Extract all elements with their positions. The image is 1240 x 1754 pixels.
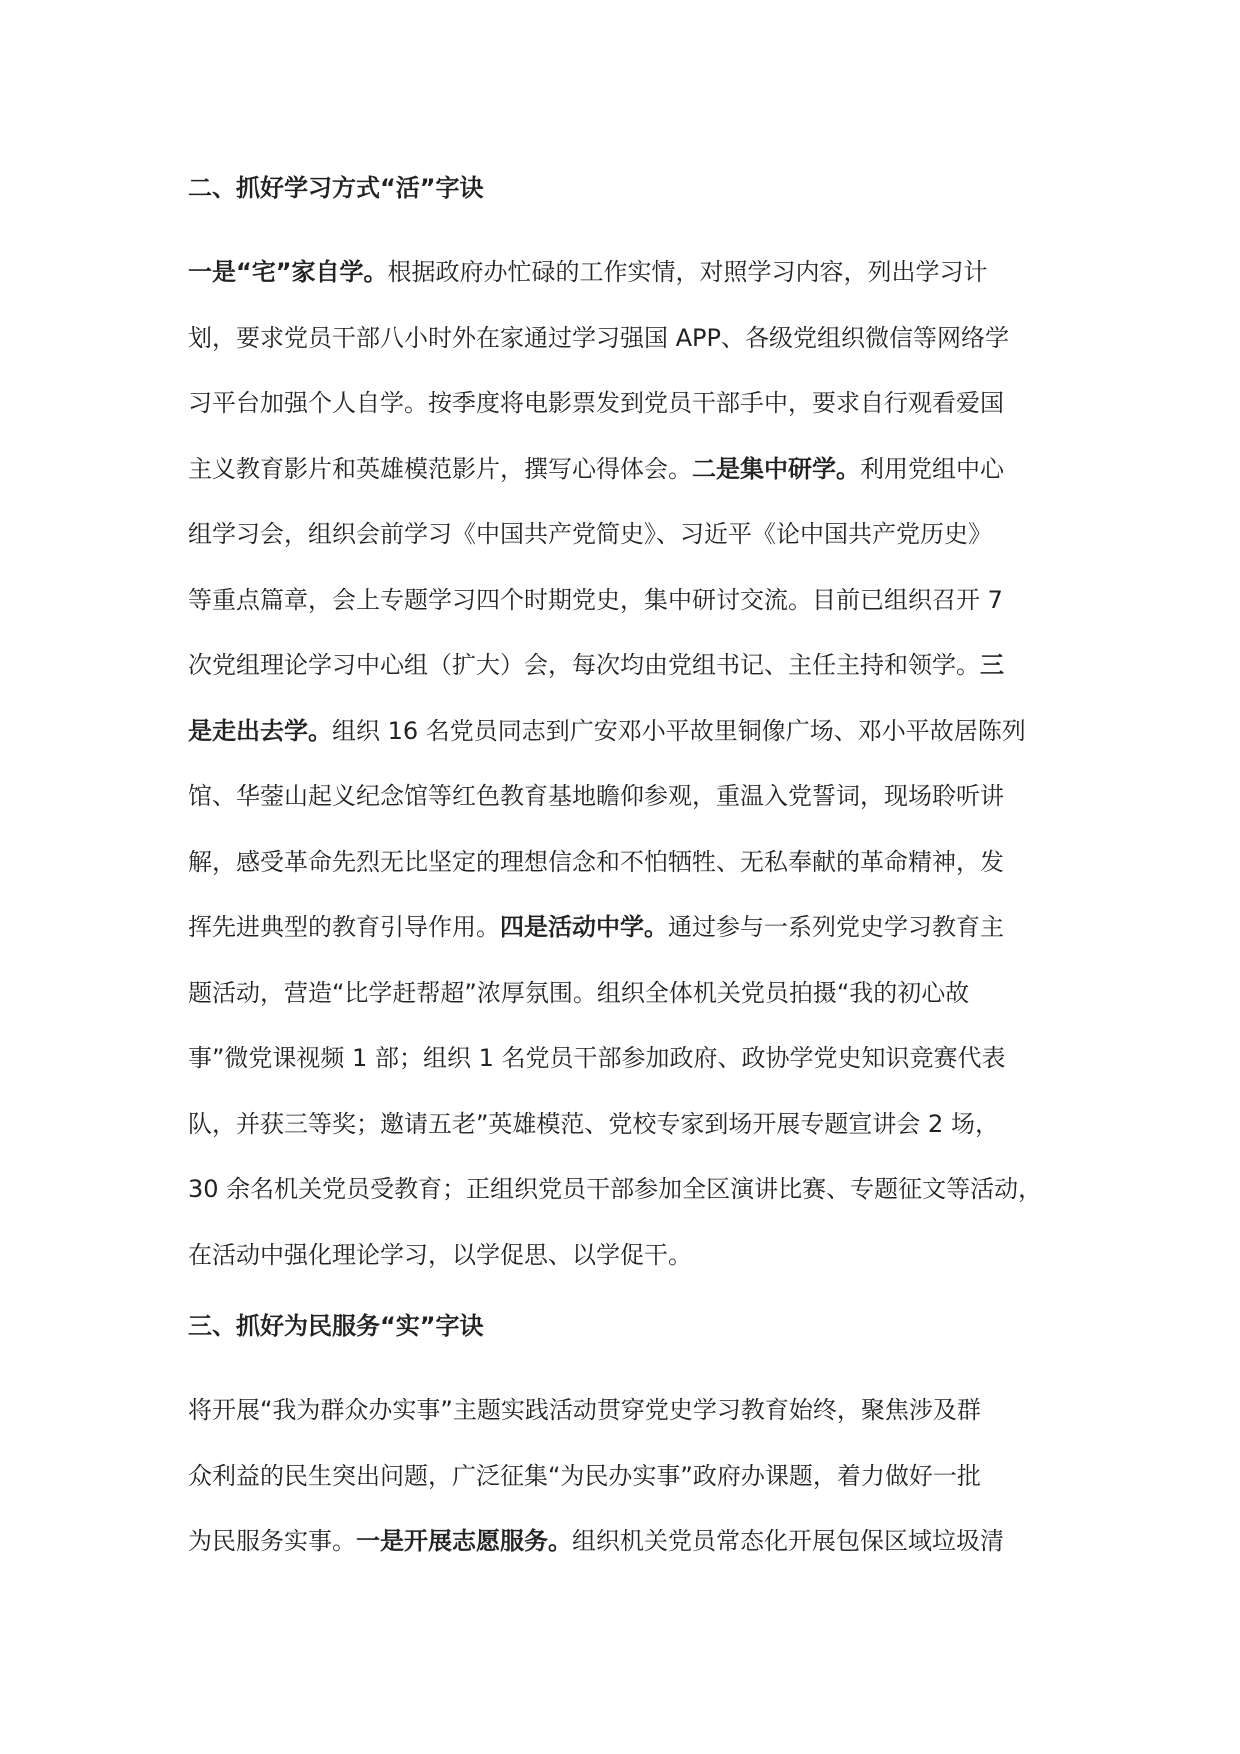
body-text: 组织 16 名党员同志到广安邓小平故里铜像广场、邓小平故居陈列 xyxy=(332,716,1026,745)
body-text: 为民服务实事。 xyxy=(188,1527,356,1555)
section-heading-3: 三、抓好为民服务“实”字诀 xyxy=(188,1312,484,1340)
bold-lead-phrase: 二是集中研学。 xyxy=(692,454,860,483)
section-paragraph-3 xyxy=(188,1378,1088,1575)
section-paragraph-2 xyxy=(188,240,1088,1288)
body-text: 次党组理论学习中心组（扩大）会，每次均由党组书记、主任主持和领学。 xyxy=(188,651,980,679)
body-text: 通过参与一系列党史学习教育主 xyxy=(668,913,1004,941)
text-line xyxy=(188,961,1088,1027)
section-heading-2: 二、抓好学习方式“活”字诀 xyxy=(188,174,484,202)
body-text: 馆、华蓥山起义纪念馆等红色教育基地瞻仰参观，重温入党誓词，现场聆听讲 xyxy=(188,782,1004,810)
bold-lead-phrase: 是走出去学。 xyxy=(188,716,332,745)
text-line xyxy=(188,1378,1088,1444)
bold-lead-phrase: 一是“宅”家自学。 xyxy=(188,258,388,286)
body-text: 组织机关党员常态化开展包保区域垃圾清 xyxy=(572,1527,1004,1555)
body-text: 解，感受革命先烈无比坚定的理想信念和不怕牺牲、无私奉献的革命精神，发 xyxy=(188,847,1004,876)
text-line xyxy=(188,568,1088,634)
body-text: 30 余名机关党员受教育；正组织党员干部参加全区演讲比赛、专题征文等活动， xyxy=(188,1175,1043,1203)
text-line xyxy=(188,1026,1088,1092)
text-line xyxy=(188,699,1088,765)
body-text: 根据政府办忙碌的工作实情，对照学习内容，列出学习计 xyxy=(387,258,988,286)
body-text: 题活动，营造“比学赶帮超”浓厚氛围。组织全体机关党员拍摄“我的初心故 xyxy=(188,978,970,1007)
text-line xyxy=(188,371,1088,437)
text-line xyxy=(188,895,1088,961)
bold-lead-phrase: 一是开展志愿服务。 xyxy=(356,1527,572,1555)
body-text: 利用党组中心 xyxy=(860,454,1004,483)
text-line xyxy=(188,1223,1088,1289)
body-text: 主义教育影片和英雄模范影片，撰写心得体会。 xyxy=(188,454,692,483)
body-text: 等重点篇章，会上专题学习四个时期党史，集中研讨交流。目前已组织召开 7 xyxy=(188,585,1003,614)
body-text: 队，并获三等奖；邀请五老”英雄模范、党校专家到场开展专题宣讲会 2 场， xyxy=(188,1109,999,1138)
text-line xyxy=(188,502,1088,568)
text-line xyxy=(188,1444,1088,1510)
text-line xyxy=(188,1157,1088,1223)
body-text: 习平台加强个人自学。按季度将电影票发到党员干部手中，要求自行观看爱国 xyxy=(188,389,1004,417)
bold-lead-phrase: 三 xyxy=(980,651,1004,679)
bold-lead-phrase: 四是活动中学。 xyxy=(500,913,668,941)
body-text: 挥先进典型的教育引导作用。 xyxy=(188,913,500,941)
text-line xyxy=(188,764,1088,830)
body-text: 组学习会，组织会前学习《中国共产党简史》、习近平《论中国共产党历史》 xyxy=(188,520,992,548)
text-line xyxy=(188,633,1088,699)
text-line xyxy=(188,1092,1088,1158)
text-line xyxy=(188,1509,1088,1575)
text-line xyxy=(188,437,1088,503)
body-text: 众利益的民生突出问题，广泛征集“为民办实事”政府办课题，着力做好一批 xyxy=(188,1461,981,1490)
text-line xyxy=(188,306,1088,372)
body-text: 事”微党课视频 1 部；组织 1 名党员干部参加政府、政协学党史知识竞赛代表 xyxy=(188,1044,1006,1072)
body-text: 将开展“我为群众办实事”主题实践活动贯穿党史学习教育始终，聚焦涉及群 xyxy=(188,1396,981,1424)
body-text: 划，要求党员干部八小时外在家通过学习强国 APP、各级党组织微信等网络学 xyxy=(188,323,1009,352)
text-line xyxy=(188,240,1088,306)
document-body xyxy=(188,168,1088,1593)
text-line xyxy=(188,830,1088,896)
body-text: 在活动中强化理论学习，以学促思、以学促干。 xyxy=(188,1240,692,1269)
